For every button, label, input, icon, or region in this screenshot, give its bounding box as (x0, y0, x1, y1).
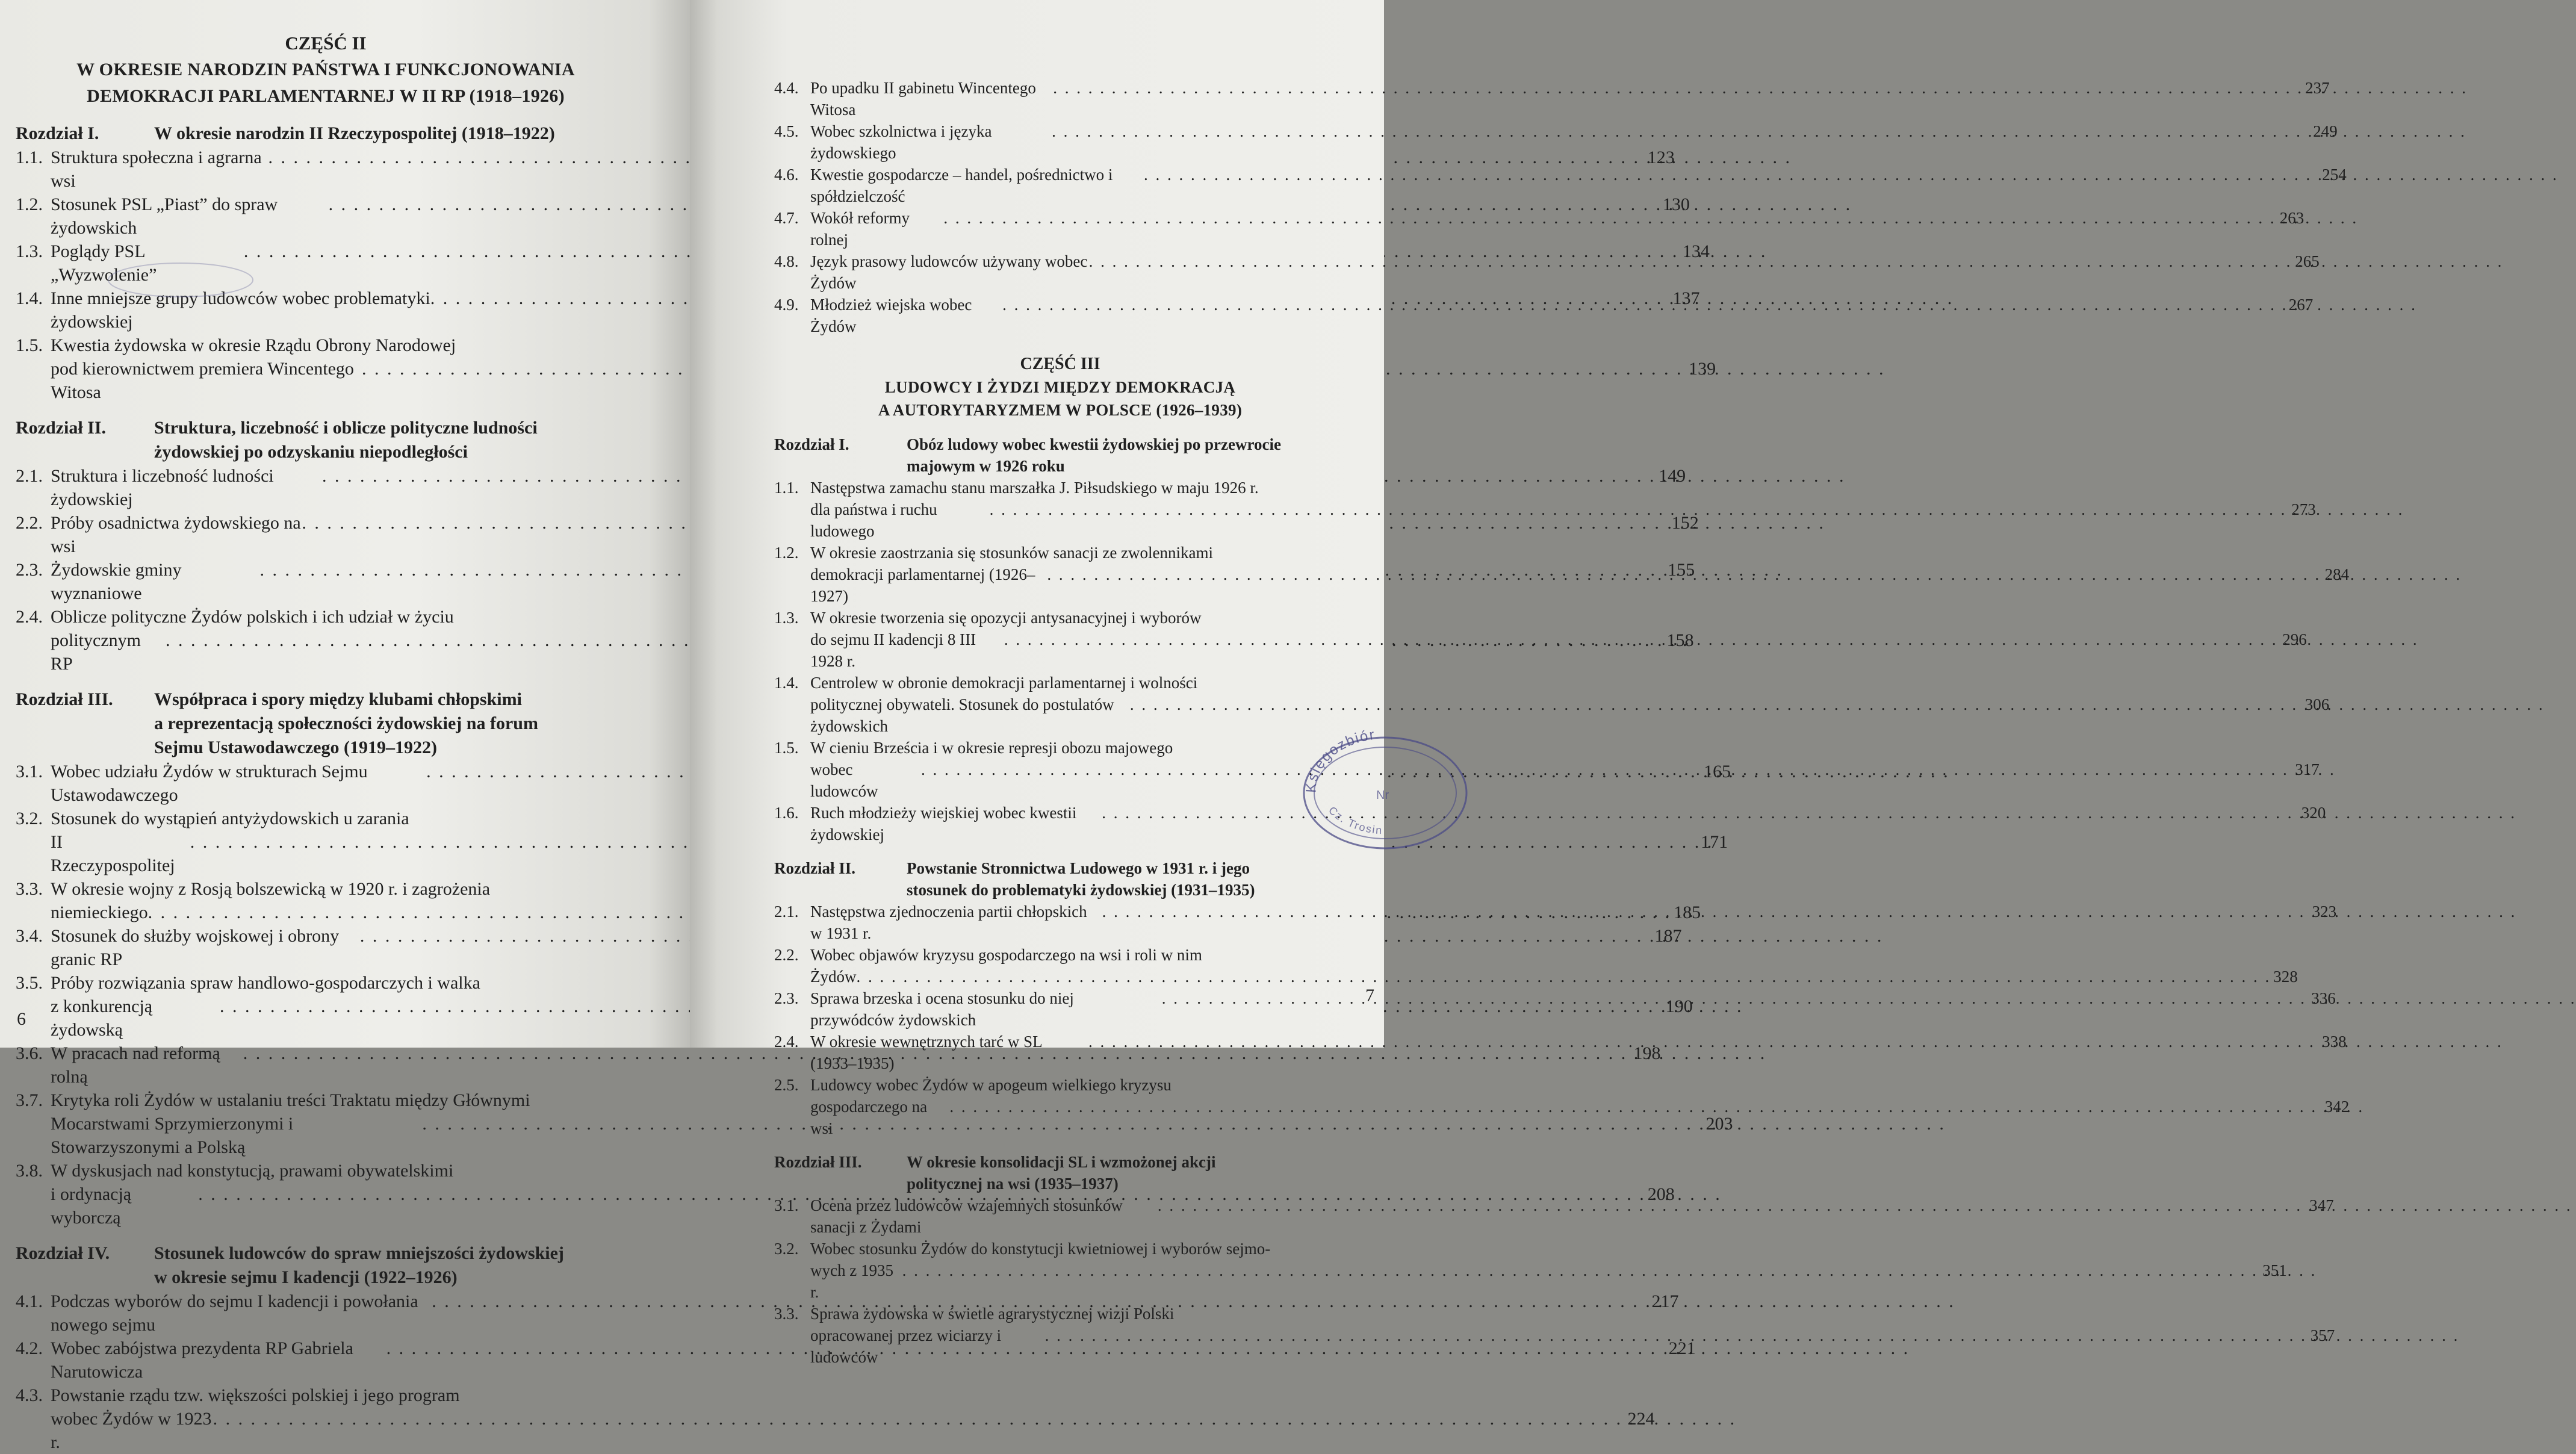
entry-body (810, 120, 2338, 164)
dot-leader (1004, 629, 2280, 650)
entry-page-number: 254 (2322, 166, 2347, 184)
toc-entry (16, 1384, 1655, 1454)
part-number: CZĘŚĆ II (285, 33, 367, 54)
dot-leader (1130, 694, 2303, 715)
entry-title-line: Wobec szkolnictwa i języka żydowskiego (810, 122, 992, 162)
entry-last-line (51, 1407, 1655, 1454)
entry-title-line: Sprawa żydowska w świetle agrarystycznej wizji Polski (810, 1305, 1175, 1323)
chapter-heading (774, 1151, 1346, 1195)
dot-leader (1089, 250, 2293, 272)
entry-page-number: 328 (2273, 968, 2298, 986)
entry-title-line: Żydowskie gminy wyznaniowe (51, 560, 182, 603)
part-title-line: W OKRESIE NARODZIN PAŃSTWA I FUNKCJONOWANIA (76, 60, 575, 79)
entry-title-line: wych z 1935 r. (810, 1261, 893, 1301)
entry-number: 1.4. (774, 674, 799, 692)
entry-body (810, 607, 2307, 672)
entry-last-line (810, 1096, 2349, 1139)
entry-number: 1.1. (16, 148, 43, 167)
entry-title-line: Stosunek do służby wojskowej i obrony granic RP (51, 926, 340, 969)
dot-leader (1045, 1325, 2308, 1346)
entry-number: 2.2. (16, 513, 43, 533)
entry-page-number: 152 (1671, 513, 1699, 533)
entry-page-number: 323 (2312, 903, 2337, 921)
dot-leader (921, 759, 2292, 780)
entry-page-number: 320 (2301, 804, 2326, 822)
entry-page-number: 347 (2309, 1196, 2334, 1214)
entry-title-line: Oblicze polityczne Żydów polskich i ich udział w życiu (51, 607, 454, 627)
entry-number: 2.5. (774, 1076, 799, 1094)
entry-number: 3.1. (774, 1196, 799, 1214)
entry-page-number: 198 (1633, 1043, 1661, 1063)
entry-page-number: 203 (1705, 1114, 1733, 1134)
entry-number: 3.3. (16, 879, 43, 899)
entry-title-line: Stosunek do wystąpień antyżydowskich u zarania (51, 809, 409, 828)
entry-number: 3.8. (16, 1161, 43, 1181)
entry-title-line: Sprawa brzeska i ocena stosunku do niej przywódców żydowskich (810, 989, 1074, 1029)
chapter-title (136, 1241, 636, 1290)
entry-last-line (810, 499, 2316, 542)
dot-leader (949, 1096, 2322, 1117)
entry-page-number: 137 (1672, 288, 1700, 308)
entry-number: 3.2. (774, 1240, 799, 1258)
entry-last-line (810, 694, 2329, 737)
dot-leader (1162, 987, 2309, 1009)
entry-title-line: wobec Żydów w 1923 r. (51, 1409, 212, 1452)
part-header (16, 30, 636, 110)
entry-page-number: 187 (1654, 926, 1682, 946)
entry-body (810, 802, 2326, 845)
entry-body (810, 294, 2313, 337)
dot-leader (1088, 1031, 2320, 1052)
stamp-line1: Księgozbiór (1303, 726, 1377, 794)
entry-title-line: demokracji parlamentarnej (1926–1927) (810, 565, 1035, 605)
entry-title-line: W okresie wojny z Rosją bolszewicką w 1920 r. i zagrożenia (51, 879, 491, 899)
chapter-label: Rozdział I. (16, 123, 99, 143)
entry-number: 2.4. (16, 607, 43, 627)
entry-body (810, 1031, 2347, 1074)
dot-leader (1102, 802, 2299, 824)
chapter-title-line: żydowskiej po odzyskaniu niepodległości (154, 442, 468, 462)
entry-number: 1.5. (774, 739, 799, 757)
entry-page-number: 237 (2305, 79, 2330, 97)
entry-number: 2.1. (16, 466, 43, 486)
entry-page-number: 267 (2288, 296, 2314, 314)
toc-entry (774, 1195, 2334, 1238)
entry-page-number: 265 (2295, 252, 2320, 270)
entry-number: 1.5. (16, 335, 43, 355)
entry-title-line: Wobec stosunku Żydów do konstytucji kwietniowej i wyborów sejmo- (810, 1240, 1271, 1258)
entry-page-number: 155 (1668, 560, 1695, 580)
entry-title-line: W okresie tworzenia się opozycji antysanacyjnej i wyborów (810, 609, 1202, 627)
chapter-label: Rozdział I. (774, 435, 849, 453)
chapter-title-line: Powstanie Stronnictwa Ludowego w 1931 r. i jego (907, 859, 1250, 877)
entry-page-number: 190 (1665, 996, 1693, 1016)
entry-body (810, 164, 2347, 207)
chapter-heading (16, 1241, 636, 1290)
entry-last-line (810, 77, 2330, 120)
entry-number: 4.4. (774, 79, 799, 97)
dot-leader (1002, 294, 2286, 315)
entry-page-number: 171 (1701, 832, 1728, 852)
entry-last-line (810, 207, 2304, 250)
entry-body (810, 987, 2336, 1031)
entry-page-number: 208 (1647, 1184, 1675, 1204)
entry-title-line: W dyskusjach nad konstytucją, prawami obywatelskimi (51, 1161, 454, 1181)
entry-number: 2.3. (16, 560, 43, 580)
entry-last-line (810, 802, 2326, 845)
entry-page-number: 263 (2279, 209, 2304, 227)
entry-number: 3.3. (774, 1305, 799, 1323)
entry-number: 2.2. (774, 946, 799, 964)
entry-title-line: Wobec udziału Żydów w strukturach Sejmu Ustawodawczego (51, 762, 368, 805)
entry-title-line: Próby rozwiązania spraw handlowo-gospodarczych i walka (51, 973, 480, 993)
entry-title-line: Powstanie rządu tzw. większości polskiej i jego program (51, 1385, 460, 1405)
entry-body (810, 901, 2336, 944)
dot-leader (857, 966, 2271, 987)
entry-body (810, 207, 2304, 250)
entry-title-line: pod kierownictwem premiera Wincentego Witosa (51, 359, 354, 402)
entry-last-line (810, 1031, 2347, 1074)
chapter-title-line: a reprezentacją społeczności żydowskiej na forum (154, 713, 538, 733)
entry-body (810, 250, 2320, 294)
toc-entry (774, 77, 2330, 120)
entry-last-line (810, 1325, 2335, 1368)
entry-last-line (810, 294, 2313, 337)
dot-leader (990, 499, 2289, 520)
dot-leader (1158, 1195, 2307, 1216)
entry-title-line: Próby osadnictwa żydowskiego na wsi (51, 513, 301, 556)
entry-title-line: Kwestia żydowska w okresie Rządu Obrony Narodowej (51, 335, 456, 355)
page-number: 7 (1365, 986, 1374, 1005)
entry-number: 3.7. (16, 1090, 43, 1110)
entry-title-line: Poglądy PSL „Wyzwolenie” (51, 241, 157, 285)
entry-last-line (810, 901, 2336, 944)
entry-title-line: dla państwa i ruchu ludowego (810, 500, 937, 540)
dot-leader (943, 207, 2277, 229)
entry-page-number: 123 (1647, 148, 1675, 167)
entry-number: 3.2. (16, 809, 43, 828)
entry-title-line: Po upadku II gabinetu Wincentego Witosa (810, 79, 1036, 119)
chapter-title-line: Sejmu Ustawodawczego (1919–1922) (154, 738, 437, 757)
dot-leader (1047, 564, 2322, 585)
entry-page-number: 317 (2295, 760, 2320, 778)
part-title-line: A AUTORYTARYZMEM W POLSCE (1926–1939) (878, 401, 1243, 419)
stamp-number: Nr (1376, 789, 1389, 802)
entry-body (810, 477, 2316, 542)
entry-last-line (810, 250, 2320, 294)
chapter-label: Rozdział II. (16, 418, 106, 438)
entry-last-line (810, 164, 2347, 207)
entry-title-line: Ocena przez ludowców wzajemnych stosunków sanacji z Żydami (810, 1196, 1123, 1236)
entry-number: 4.6. (774, 166, 799, 184)
chapter-title (889, 1151, 1346, 1195)
entry-page-number: 336 (2311, 989, 2336, 1007)
entry-number: 4.2. (16, 1338, 43, 1358)
entry-title-line: Język prasowy ludowców używany wobec Żydów (810, 252, 1088, 292)
entry-page-number: 221 (1668, 1338, 1696, 1358)
entry-title-line: i ordynacją wyborczą (51, 1184, 132, 1228)
entry-title-line: niemieckiego (51, 903, 148, 922)
entry-title-line: W okresie wewnętrznych tarć w SL (1933–1935) (810, 1033, 1042, 1072)
entry-body (810, 1195, 2334, 1238)
entry-number: 1.6. (774, 804, 799, 822)
chapter-title-line: majowym w 1926 roku (907, 457, 1065, 475)
dot-leader (1144, 164, 2320, 185)
entry-page-number: 149 (1659, 466, 1686, 486)
chapter-title-line: Współpraca i spory między klubami chłopskimi (154, 689, 522, 709)
entry-body (810, 737, 2320, 802)
entry-title-line: Struktura i liczebność ludności żydowskiej (51, 466, 274, 509)
entry-page-number: 224 (1627, 1409, 1655, 1429)
chapter-label: Rozdział III. (16, 689, 113, 709)
chapter-heading (774, 857, 1346, 901)
entry-title-line: opracowanej przez wiciarzy i ludowców (810, 1326, 1002, 1366)
entry-page-number: 284 (2324, 565, 2350, 583)
entry-title-line: Krytyka roli Żydów w ustalaniu treści Traktatu między Głównymi (51, 1090, 530, 1110)
entry-page-number: 296 (2282, 630, 2307, 648)
entry-number: 3.1. (16, 762, 43, 781)
entry-number: 1.3. (774, 609, 799, 627)
entry-page-number: 357 (2310, 1326, 2335, 1344)
chapter-title (136, 122, 636, 146)
chapter-heading (16, 416, 636, 464)
chapter-label: Rozdział IV. (16, 1243, 110, 1263)
entry-number: 2.3. (774, 989, 799, 1007)
entry-page-number: 306 (2304, 695, 2330, 713)
entry-title-line: Ludowcy wobec Żydów w apogeum wielkiego kryzysu (810, 1076, 1172, 1094)
entry-page-number: 139 (1689, 359, 1716, 379)
entry-page-number: 185 (1674, 903, 1701, 922)
chapter-heading (16, 122, 636, 146)
entry-number: 3.4. (16, 926, 43, 946)
entry-title-line: Wokół reformy rolnej (810, 209, 910, 249)
entry-page-number: 249 (2313, 122, 2338, 140)
chapter-title (136, 416, 636, 464)
entry-number: 4.9. (774, 296, 799, 314)
entry-body (810, 77, 2330, 120)
chapter-title-line: Struktura, liczebność i oblicze polityczne ludności (154, 418, 538, 438)
entry-page-number: 130 (1662, 194, 1690, 214)
entry-page-number: 342 (2324, 1098, 2350, 1116)
chapter-title (889, 433, 1346, 477)
chapter-title-line: stosunek do problematyki żydowskiej (1931–1935) (907, 881, 1255, 899)
dot-leader (902, 1260, 2261, 1281)
entry-body (810, 1074, 2349, 1139)
chapter-title-line: Obóz ludowy wobec kwestii żydowskiej po przewrocie (907, 435, 1281, 453)
entry-number: 4.8. (774, 252, 799, 270)
entry-page-number: 273 (2291, 500, 2316, 518)
entry-title-line: W cieniu Brześcia i w okresie represji obozu majowego (810, 739, 1173, 757)
entry-title-line: II Rzeczypospolitej (51, 832, 175, 875)
entry-number: 1.4. (16, 288, 43, 308)
entry-body (810, 672, 2329, 737)
entry-page-number: 351 (2262, 1261, 2287, 1279)
entry-number: 2.4. (774, 1033, 799, 1051)
entry-number: 1.1. (774, 479, 799, 497)
entry-number: 1.3. (16, 241, 43, 261)
entry-number: 3.5. (16, 973, 43, 993)
entry-number: 4.1. (16, 1291, 43, 1311)
entry-title-line: Kwestie gospodarcze – handel, pośrednictwo i spółdzielczość (810, 166, 1113, 205)
entry-title-line: z konkurencją żydowską (51, 996, 153, 1040)
entry-title-line: Wobec zabójstwa prezydenta RP Gabriela Narutowicza (51, 1338, 353, 1382)
entry-title-line: Następstwa zamachu stanu marszałka J. Piłsudskiego w maju 1926 r. (810, 479, 1259, 497)
entry-page-number: 217 (1651, 1291, 1679, 1311)
entry-number: 4.3. (16, 1385, 43, 1405)
entry-title-line: Następstwa zjednoczenia partii chłopskich w 1931 r. (810, 903, 1087, 942)
chapter-title-line: W okresie narodzin II Rzeczypospolitej (1918–1922) (154, 123, 555, 143)
chapter-title (136, 688, 636, 760)
entry-title-line: do sejmu II kadencji 8 III 1928 r. (810, 630, 976, 670)
entry-page-number: 158 (1666, 630, 1694, 650)
part-header (774, 353, 1346, 421)
entry-title-line: gospodarczego na wsi (810, 1098, 928, 1137)
stamp-line3: Cz. Trosin (1326, 804, 1383, 837)
entry-last-line (810, 1195, 2334, 1238)
entry-last-line (810, 1260, 2287, 1303)
chapter-title-line: w okresie sejmu I kadencji (1922–1926) (154, 1267, 458, 1287)
entry-last-line (810, 987, 2336, 1031)
entry-body (51, 1384, 1655, 1454)
toc-entry (774, 672, 2330, 737)
entry-last-line (810, 629, 2307, 672)
entry-title-line: W pracach nad reformą rolną (51, 1043, 220, 1087)
entry-number: 2.1. (774, 903, 799, 921)
chapter-label: Rozdział III. (774, 1153, 862, 1171)
dot-leader (1052, 120, 2311, 142)
entry-title-line: politycznej obywateli. Stosunek do postulatów żydowskich (810, 695, 1114, 735)
entry-title-line: Stosunek PSL „Piast” do spraw żydowskich (51, 194, 278, 238)
entry-number: 1.2. (774, 544, 799, 562)
entry-page-number: 338 (2322, 1033, 2347, 1051)
entry-last-line (810, 120, 2338, 164)
entry-title-line: politycznym RP (51, 630, 141, 674)
chapter-heading (16, 688, 636, 760)
part-title-line: LUDOWCY I ŻYDZI MIĘDZY DEMOKRACJĄ (884, 378, 1236, 396)
entry-body (810, 1303, 2335, 1368)
dot-leader (213, 1407, 1625, 1431)
part-title-line: DEMOKRACJI PARLAMENTARNEJ W II RP (1918–1926) (87, 86, 565, 106)
dot-leader (1102, 901, 2310, 922)
toc-entry (774, 207, 2304, 250)
entry-title-line: Centrolew w obronie demokracji parlamentarnej i wolności (810, 674, 1198, 692)
entry-page-number: 134 (1682, 241, 1710, 261)
toc-entry (774, 944, 2298, 987)
page-number: 6 (17, 1009, 26, 1029)
entry-last-line (810, 966, 2298, 987)
entry-number: 3.6. (16, 1043, 43, 1063)
entry-number: 4.7. (774, 209, 799, 227)
entry-body (810, 542, 2349, 607)
entry-number: 1.2. (16, 194, 43, 214)
entry-body (810, 944, 2298, 987)
entry-title-line: Wobec objawów kryzysu gospodarczego na wsi i roli w nim (810, 946, 1202, 964)
entry-page-number: 165 (1704, 762, 1731, 781)
entry-body (810, 1238, 2287, 1303)
entry-title-line: Mocarstwami Sprzymierzonymi i Stowarzyszonymi a Polską (51, 1114, 294, 1157)
chapter-title-line: W okresie konsolidacji SL i wzmożonej akcji (907, 1153, 1216, 1171)
entry-title-line: Podczas wyborów do sejmu I kadencji i powołania nowego sejmu (51, 1291, 418, 1335)
chapter-heading (774, 433, 1346, 477)
part-number: CZĘŚĆ III (1020, 355, 1100, 373)
chapter-title (889, 857, 1346, 901)
entry-title-line: Żydów (810, 968, 857, 986)
entry-title-line: Ruch młodzieży wiejskiej wobec kwestii żydowskiej (810, 804, 1077, 844)
chapter-title-line: politycznej na wsi (1935–1937) (907, 1175, 1119, 1193)
entry-title-line: wobec ludowców (810, 760, 878, 800)
dot-leader (1053, 77, 2303, 99)
entry-last-line (810, 564, 2349, 607)
entry-title-line: Młodzież wiejska wobec Żydów (810, 296, 972, 335)
chapter-label: Rozdział II. (774, 859, 855, 877)
entry-last-line (810, 759, 2320, 802)
entry-number: 4.5. (774, 122, 799, 140)
entry-title-line: Inne mniejsze grupy ludowców wobec problematyki żydowskiej (51, 288, 430, 332)
entry-title-line: W okresie zaostrzania się stosunków sanacji ze zwolennikami (810, 544, 1214, 562)
entry-title-line: Struktura społeczna i agrarna wsi (51, 148, 262, 191)
chapter-title-line: Stosunek ludowców do spraw mniejszości żydowskiej (154, 1243, 564, 1263)
